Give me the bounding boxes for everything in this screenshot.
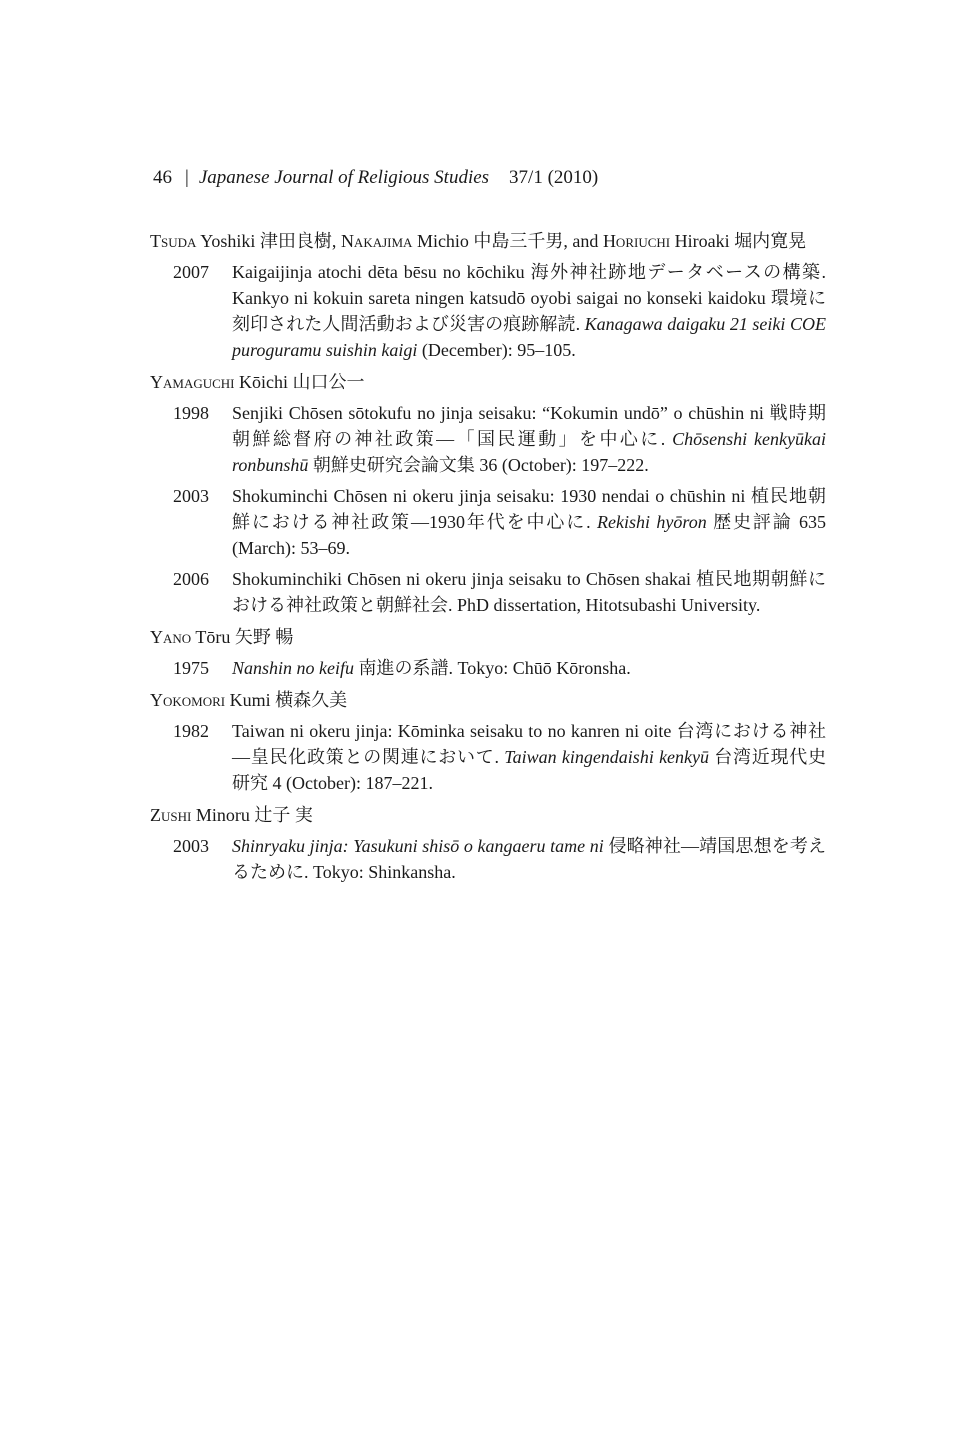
reference-entry [150,655,826,681]
author-surname: Zushi [150,805,192,825]
reference-text-part: Taiwan ni okeru jinja: Kōminka seisaku to no kanren ni oite 台湾における神社—皇民化政策との関連において. [232,721,826,767]
reference-text [232,259,826,363]
reference-author [150,802,826,828]
author-text: Minoru 辻子 実 [191,805,313,825]
reference-text-part: Senjiki Chōsen sōtokufu no jinja seisaku: “Kokumin undō” o chūshin ni 戦時期朝鮮総督府の神社政策—「国民運動」を中心に. [232,403,826,449]
author-surname: Yano [150,627,192,647]
reference-entry [150,400,826,478]
reference-text [232,833,826,885]
reference-author [150,228,826,254]
reference-text-part: 南進の系譜. Tokyo: Chūō Kōronsha. [354,658,631,678]
author-text: Kōichi 山口公一 [234,372,365,392]
reference-text-part: 朝鮮史研究会論文集 36 (October): 197–222. [308,455,649,475]
author-surname: Tsuda [150,231,197,251]
reference-text-part: 歴史評論 635 (March): 53–69. [232,512,827,558]
author-surname: Horiuchi [602,231,671,251]
author-surname: Yamaguchi [150,372,235,392]
reference-entry [150,483,826,561]
reference-text [232,655,826,681]
reference-year: 1982 [173,721,209,741]
reference-author [150,369,826,395]
reference-title-italic: Taiwan kingendaishi kenkyū [504,747,710,767]
author-surname: Nakajima [340,231,413,251]
author-text: Hiroaki 堀内寛晃 [670,231,807,251]
reference-year: 1998 [173,403,209,423]
reference-title-italic: Shinryaku jinja: Yasukuni shisō o kangaeru tame ni [232,836,604,856]
reference-title-italic: Rekishi hyōron [597,512,707,532]
reference-year: 2003 [173,836,209,856]
reference-text-part: Shokuminchiki Chōsen ni okeru jinja seisaku to Chōsen shakai 植民地期朝鮮における神社政策と朝鮮社会. PhD dissertation, Hitotsubashi University. [232,569,826,615]
reference-title-italic: Kanagawa daigaku 21 seiki COE puroguramu suishin kaigi [232,314,826,360]
reference-year: 2003 [173,486,209,506]
reference-year: 1975 [173,658,209,678]
author-text: Michio 中島三千男, and [412,231,603,251]
running-header [153,167,598,189]
reference-year: 2007 [173,262,209,282]
header-separator: | [185,167,189,188]
reference-text-part: (December): 95–105. [417,340,576,360]
reference-text [232,483,826,561]
author-text: Tōru 矢野 暢 [191,627,294,647]
reference-author [150,687,826,713]
journal-issue: 37/1 (2010) [509,167,599,188]
reference-title-italic: Nanshin no keifu [232,658,354,678]
journal-title: Japanese Journal of Religious Studies [198,167,490,188]
reference-text-part: Kaigaijinja atochi dēta bēsu no kōchiku 海外神社跡地データベースの構築. Kankyo ni kokuin sareta ningen katsudō oyobi saigai no konseki kaidoku 環境に刻印された人間活動および災害の痕跡解読. [232,262,826,334]
reference-title-italic: Chōsenshi kenkyūkai ronbunshū [232,429,827,475]
reference-text [232,566,826,618]
reference-text [232,400,826,478]
reference-entry [150,566,826,618]
reference-text-part: Shokuminchi Chōsen ni okeru jinja seisaku: 1930 nendai o chūshin ni 植民地朝鮮における神社政策—1930年代を中心に. [232,486,826,532]
reference-text-part: 台湾近現代史研究 4 (October): 187–221. [232,747,827,793]
reference-year: 2006 [173,569,209,589]
reference-entry [150,259,826,363]
reference-text-part: 侵略神社—靖国思想を考えるために. Tokyo: Shinkansha. [232,836,826,882]
reference-list [150,228,826,885]
author-text: Kumi 横森久美 [225,690,348,710]
reference-entry [150,718,826,796]
author-text: Yoshiki 津田良樹, [196,231,341,251]
reference-entry [150,833,826,885]
author-surname: Yokomori [150,690,226,710]
reference-text [232,718,826,796]
page-number: 46 [153,167,172,188]
reference-author [150,624,826,650]
